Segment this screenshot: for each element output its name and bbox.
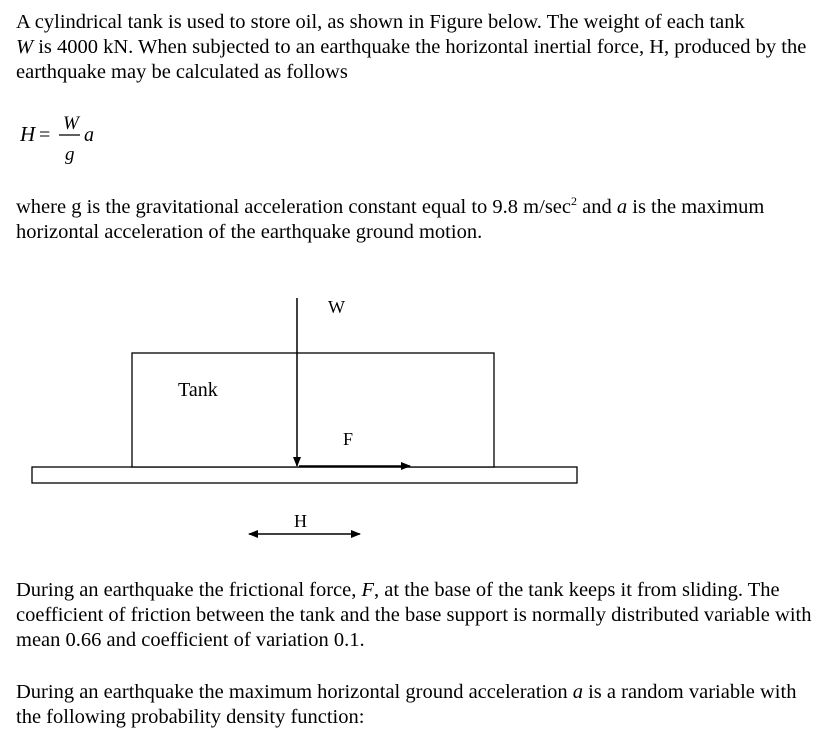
friction-var: F bbox=[361, 579, 375, 601]
intro-paragraph bbox=[16, 10, 816, 85]
where-text-b: and bbox=[577, 196, 617, 218]
tank-body bbox=[132, 353, 494, 467]
formula-denominator: g bbox=[65, 144, 75, 165]
where-text-a: where g is the gravitational acceleration constant equal to 9.8 m/sec bbox=[16, 196, 572, 218]
acceleration-paragraph bbox=[16, 680, 816, 730]
inertial-force-formula bbox=[20, 108, 140, 178]
friction-label: F bbox=[343, 429, 354, 449]
tank-diagram bbox=[0, 285, 822, 555]
friction-paragraph bbox=[16, 578, 816, 653]
formula-lhs: H bbox=[20, 122, 36, 146]
where-superscript: 2 bbox=[571, 194, 578, 209]
where-text-c: is the maximum horizontal acceleration of the earthquake ground motion. bbox=[16, 196, 765, 243]
accel-text-a: During an earthquake the maximum horizontal ground acceleration bbox=[16, 681, 573, 703]
formula-numerator: W bbox=[63, 113, 79, 134]
tank-label: Tank bbox=[178, 379, 218, 401]
intro-text-a: A cylindrical tank is used to store oil, as shown in Figure below. The weight of each tank bbox=[16, 11, 745, 33]
accel-var: a bbox=[572, 681, 583, 703]
formula-multiplier: a bbox=[84, 124, 94, 146]
accel-text-b: is a random variable with the following probability density function: bbox=[16, 681, 797, 728]
weight-label: W bbox=[328, 297, 345, 317]
base-support bbox=[32, 467, 577, 483]
intro-text-b: is 4000 kN. When subjected to an earthquake the horizontal inertial force, H, produced by the earthquake may be calculated as follows bbox=[16, 36, 807, 83]
intro-weight-var: W bbox=[16, 36, 34, 58]
friction-text-a: During an earthquake the frictional force, bbox=[16, 579, 362, 601]
friction-text-b: , at the base of the tank keeps it from sliding. The coefficient of friction between the tank and the base support is normally distributed variable with mean 0.66 and coefficient of variation 0.1. bbox=[16, 579, 812, 651]
where-paragraph bbox=[16, 195, 816, 245]
inertial-label: H bbox=[294, 511, 307, 531]
formula-equals: = bbox=[39, 124, 51, 146]
where-accel-var: a bbox=[616, 196, 628, 218]
